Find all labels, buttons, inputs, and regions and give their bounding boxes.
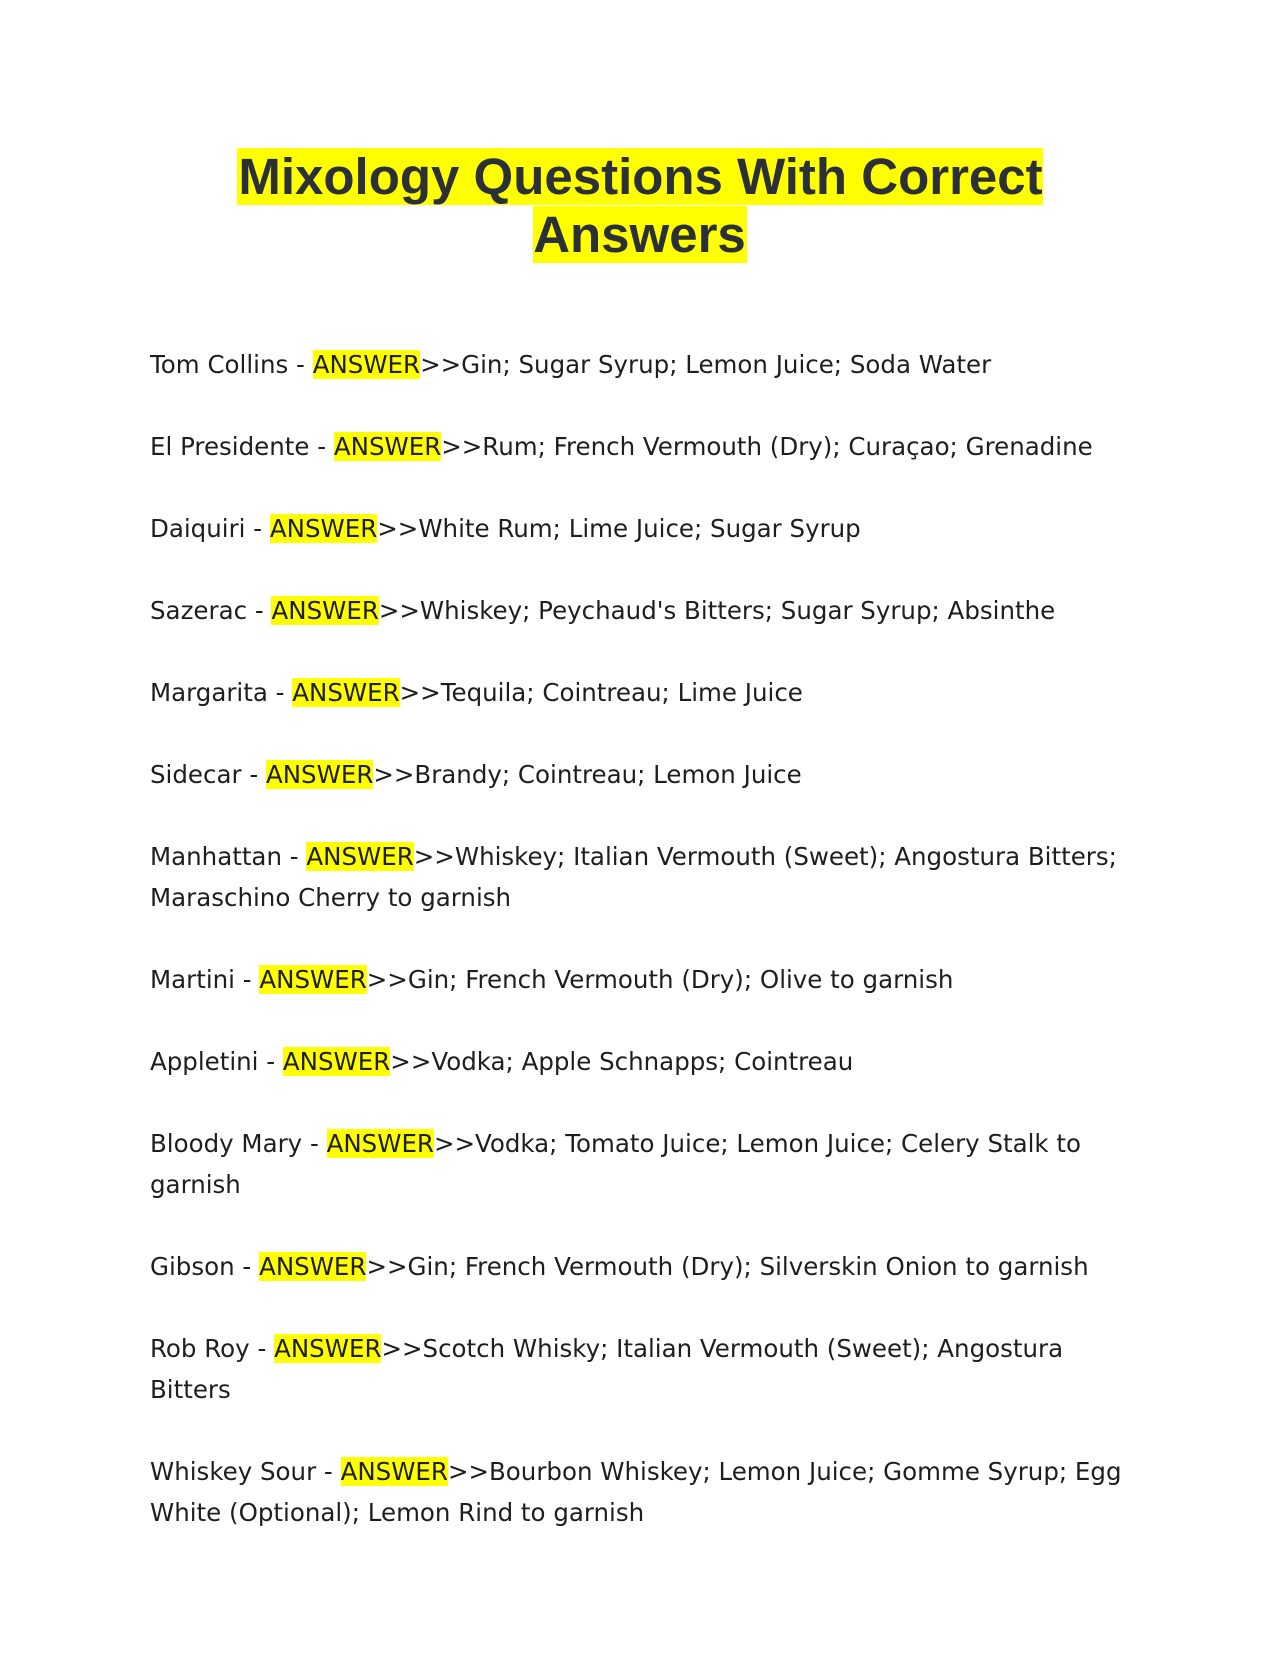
- separator: -: [258, 1047, 283, 1076]
- answer-prefix: >>: [377, 514, 419, 543]
- answer-marker: ANSWER: [259, 1252, 367, 1281]
- answer-text: Whiskey; Peychaud's Bitters; Sugar Syrup; Absinthe: [419, 596, 1056, 625]
- answer-text: Vodka; Tomato Juice; Lemon Juice; Celery Stalk to garnish: [150, 1129, 1082, 1199]
- qa-item: [150, 959, 1130, 1000]
- answer-marker: ANSWER: [259, 965, 367, 994]
- answer-text: Scotch Whisky; Italian Vermouth (Sweet); Angostura Bitters: [150, 1334, 1064, 1404]
- answer-marker: ANSWER: [292, 678, 400, 707]
- separator: -: [241, 760, 266, 789]
- question-text: Rob Roy: [150, 1334, 250, 1363]
- answer-text: Bourbon Whiskey; Lemon Juice; Gomme Syrup; Egg White (Optional); Lemon Rind to garnish: [150, 1457, 1122, 1527]
- separator: -: [302, 1129, 327, 1158]
- answer-marker: ANSWER: [269, 514, 378, 543]
- separator: -: [245, 514, 270, 543]
- question-text: Tom Collins: [150, 350, 289, 379]
- answer-prefix: >>: [373, 760, 415, 789]
- qa-item: [150, 508, 1130, 549]
- answer-marker: ANSWER: [333, 432, 442, 461]
- separator: -: [249, 1334, 275, 1363]
- question-text: Daiquiri: [150, 514, 246, 543]
- answer-prefix: >>: [433, 1129, 476, 1158]
- separator: -: [288, 350, 313, 379]
- answer-marker: ANSWER: [282, 1047, 391, 1076]
- separator: -: [316, 1457, 341, 1486]
- answer-prefix: >>: [390, 1047, 432, 1076]
- answer-marker: ANSWER: [274, 1334, 382, 1363]
- answer-text: Tequila; Cointreau; Lime Juice: [440, 678, 803, 707]
- separator: -: [309, 432, 334, 461]
- question-text: Whiskey Sour: [150, 1457, 317, 1486]
- separator: -: [234, 965, 260, 994]
- answer-marker: ANSWER: [312, 350, 421, 379]
- answer-prefix: >>: [381, 1334, 423, 1363]
- question-text: Sazerac: [150, 596, 248, 625]
- answer-marker: ANSWER: [306, 842, 414, 871]
- qa-item: [150, 1328, 1130, 1410]
- separator: -: [267, 678, 293, 707]
- answer-marker: ANSWER: [271, 596, 379, 625]
- answer-prefix: >>: [378, 596, 420, 625]
- answer-prefix: >>: [441, 432, 483, 461]
- answer-text: Rum; French Vermouth (Dry); Curaçao; Grenadine: [482, 432, 1093, 461]
- answer-text: Gin; French Vermouth (Dry); Silverskin Onion to garnish: [407, 1252, 1089, 1281]
- question-text: Bloody Mary: [150, 1129, 303, 1158]
- qa-item: [150, 1246, 1130, 1287]
- separator: -: [234, 1252, 260, 1281]
- answer-prefix: >>: [447, 1457, 489, 1486]
- separator: -: [281, 842, 307, 871]
- answer-prefix: >>: [399, 678, 441, 707]
- answer-prefix: >>: [366, 965, 408, 994]
- qa-item: [150, 754, 1130, 795]
- question-text: Margarita: [150, 678, 268, 707]
- answer-text: White Rum; Lime Juice; Sugar Syrup: [418, 514, 861, 543]
- answer-prefix: >>: [413, 842, 455, 871]
- answer-marker: ANSWER: [340, 1457, 448, 1486]
- question-text: El Presidente: [150, 432, 310, 461]
- answer-text: Whiskey; Italian Vermouth (Sweet); Angostura Bitters; Maraschino Cherry to garnish: [150, 842, 1117, 912]
- question-text: Martini: [150, 965, 235, 994]
- question-text: Manhattan: [150, 842, 282, 871]
- answer-marker: ANSWER: [265, 760, 374, 789]
- separator: -: [247, 596, 272, 625]
- qa-item: [150, 836, 1130, 918]
- title-highlight: Mixology Questions With Correct Answers: [238, 148, 1043, 263]
- answer-text: Gin; Sugar Syrup; Lemon Juice; Soda Water: [461, 350, 992, 379]
- qa-item: [150, 672, 1130, 713]
- answer-text: Vodka; Apple Schnapps; Cointreau: [431, 1047, 854, 1076]
- qa-item: [150, 426, 1130, 467]
- qa-item: [150, 344, 1130, 385]
- answer-prefix: >>: [420, 350, 462, 379]
- question-text: Appletini: [150, 1047, 259, 1076]
- qa-item: [150, 1123, 1130, 1205]
- document-title: [150, 148, 1130, 264]
- qa-item: [150, 1451, 1130, 1533]
- answer-text: Brandy; Cointreau; Lemon Juice: [414, 760, 802, 789]
- qa-list: [150, 344, 1130, 1574]
- qa-item: [150, 590, 1130, 631]
- qa-item: [150, 1041, 1130, 1082]
- answer-prefix: >>: [366, 1252, 408, 1281]
- answer-marker: ANSWER: [326, 1129, 434, 1158]
- question-text: Gibson: [150, 1252, 235, 1281]
- question-text: Sidecar: [150, 760, 242, 789]
- answer-text: Gin; French Vermouth (Dry); Olive to garnish: [407, 965, 954, 994]
